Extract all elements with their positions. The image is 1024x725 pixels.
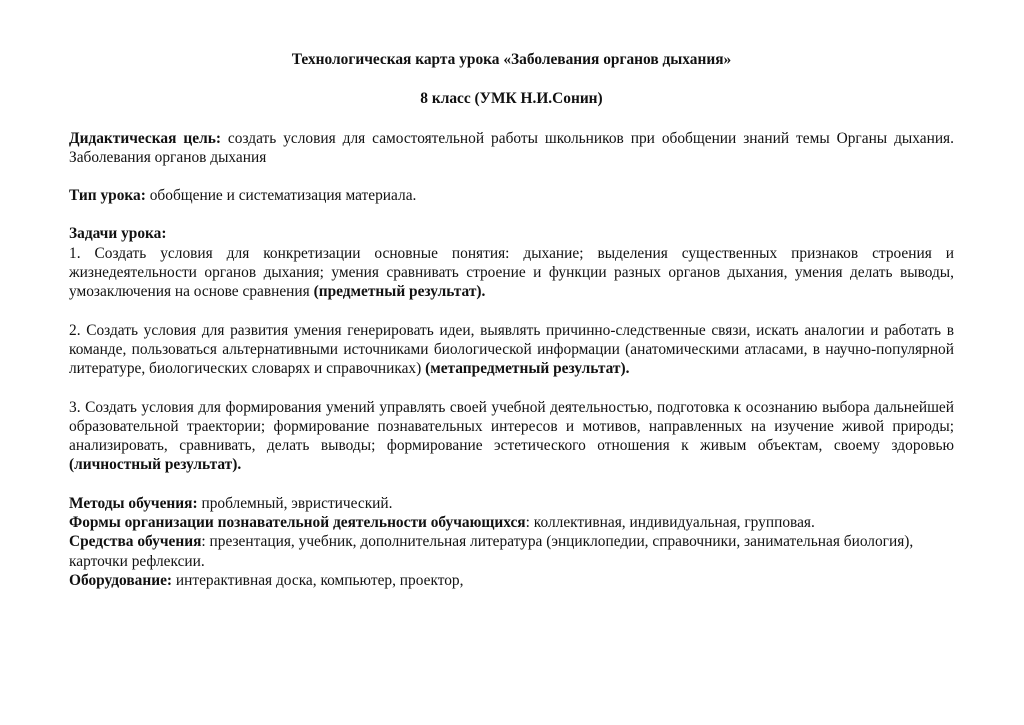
task-item-3 bbox=[69, 398, 954, 475]
task-item-1 bbox=[69, 244, 954, 302]
tasks-heading: Задачи урока: bbox=[69, 225, 167, 243]
didactic-goal-text: создать условия для самостоятельной работы школьников при обобщении знаний темы Органы дыхания. Заболевания органов дыхания bbox=[69, 129, 954, 166]
task-item-result: (метапредметный результат). bbox=[425, 360, 630, 378]
lesson-type-label: Тип урока: bbox=[69, 187, 146, 205]
methods-text: проблемный, эвристический. bbox=[197, 494, 393, 512]
equipment-label: Оборудование: bbox=[69, 571, 173, 589]
lesson-type-paragraph bbox=[69, 186, 954, 205]
task-item-text: 1. Создать условия для конкретизации основные понятия: дыхание; выделения существенных признаков строения и жизнедеятельности органов дыхания; умения сравнивать строение и функции разных органов дыхания, умения делать выводы, умозаключения на основе сравнения bbox=[69, 244, 954, 301]
methods-label: Методы обучения: bbox=[69, 494, 198, 512]
task-item-2 bbox=[69, 321, 954, 379]
document-title: Технологическая карта урока «Заболевания органов дыхания» bbox=[291, 51, 732, 68]
didactic-goal-paragraph bbox=[69, 129, 954, 168]
task-item-text: 2. Создать условия для развития умения генерировать идеи, выявлять причинно-следственные связи, искать аналогии и работать в команде, пользоваться альтернативными источниками биологической информации (анатомическими атласами, в научно-популярной литературе, биологических словарях и справочниках) bbox=[69, 321, 954, 378]
task-item-text: 3. Создать условия для формирования умений управлять своей учебной деятельностью, подготовка к осознанию выбора дальнейшей образовательной траектории; формирование познавательных интересов и мотивов, направленных на изучение живой природы; анализировать, сравнивать, делать выводы; формирование эстетического отношения к живым объектам, своему здоровью bbox=[69, 398, 954, 455]
didactic-goal-label: Дидактическая цель: bbox=[69, 129, 221, 147]
means-text: : презентация, учебник, дополнительная литература (энциклопедии, справочники, занимательная биология), карточки рефлексии. bbox=[69, 533, 914, 570]
equipment-text: интерактивная доска, компьютер, проектор, bbox=[172, 571, 464, 589]
document-page bbox=[69, 50, 954, 590]
lesson-type-text: обобщение и систематизация материала. bbox=[145, 187, 417, 205]
forms-text: : коллективная, индивидуальная, групповая. bbox=[525, 514, 815, 532]
document-subtitle: 8 класс (УМК Н.И.Сонин) bbox=[420, 90, 603, 108]
tasks-heading-paragraph bbox=[69, 224, 954, 243]
equipment-paragraph bbox=[69, 571, 954, 590]
methods-paragraph bbox=[69, 494, 954, 513]
task-item-result: (предметный результат). bbox=[313, 283, 486, 301]
task-item-result: (личностный результат). bbox=[69, 456, 242, 474]
forms-label: Формы организации познавательной деятельности обучающихся bbox=[69, 514, 526, 532]
means-paragraph bbox=[69, 532, 954, 571]
forms-paragraph bbox=[69, 513, 954, 532]
means-label: Средства обучения bbox=[69, 533, 202, 551]
